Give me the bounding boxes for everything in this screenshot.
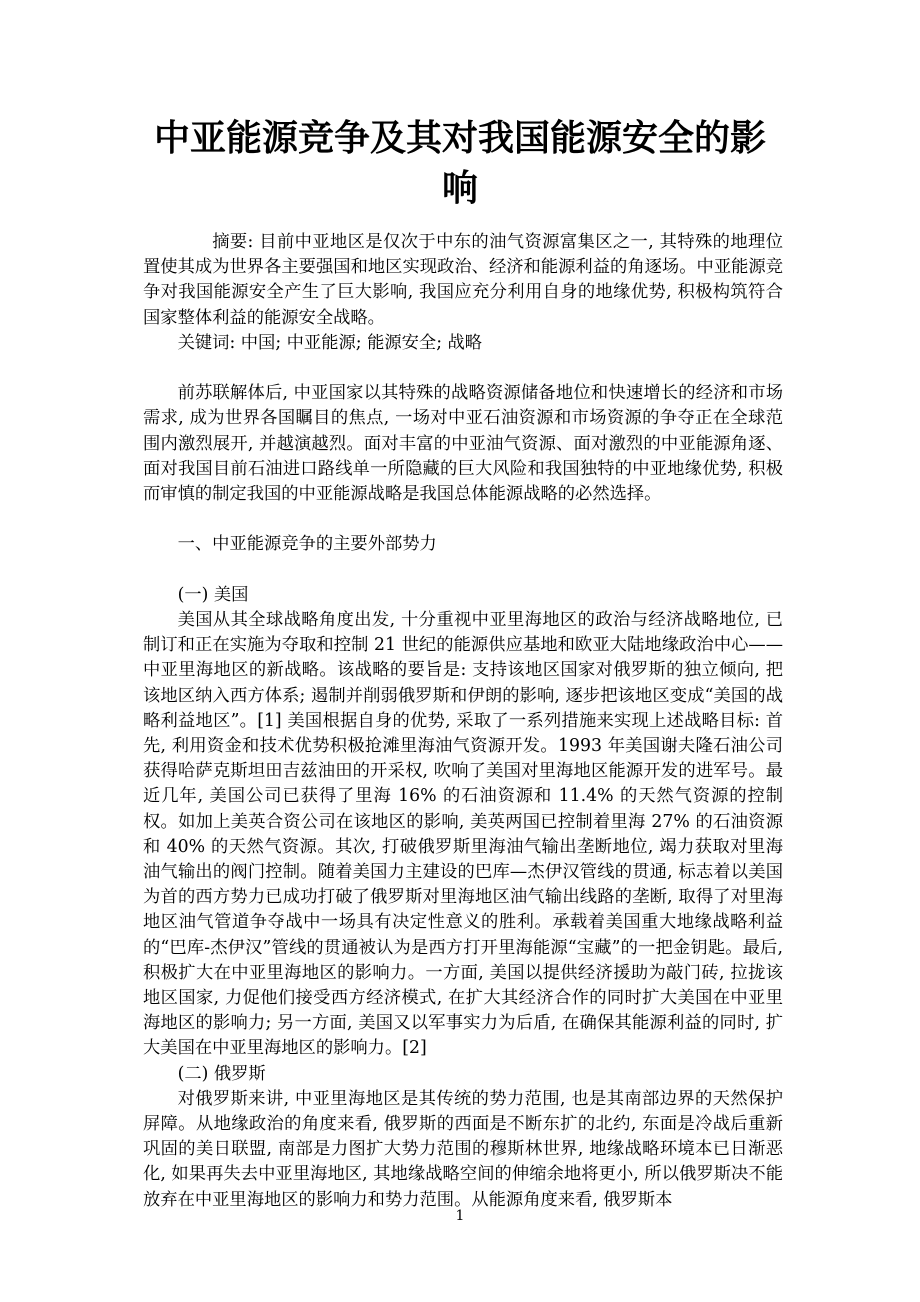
document-body	[143, 230, 783, 1213]
keywords-line: 关键词: 中国; 中亚能源; 能源安全; 战略	[177, 332, 483, 353]
abstract-paragraph: 摘要: 目前中亚地区是仅次于中东的油气资源富集区之一, 其特殊的地理位置使其成为世界各主要强国和地区实现政治、经济和能源利益的角逐场。中亚能源竞争对我国能源安全产生了巨大影响, 我国应充分利用自身的地缘优势, 积极构筑符合国家整体利益的能源安全战略。	[143, 232, 783, 328]
subsection-heading-usa: (一) 美国	[177, 584, 249, 605]
spacer	[143, 356, 783, 381]
document-title: 中亚能源竞争及其对我国能源安全的影响	[153, 118, 766, 209]
subsection-body-russia: 对俄罗斯来讲, 中亚里海地区是其传统的势力范围, 也是其南部边界的天然保护屏障。从地缘政治的角度来看, 俄罗斯的西面是不断东扩的北约, 东面是冷战后重新巩固的美日联盟, 南部是力图扩大势力范围的穆斯林世界, 地缘战略环境本已日渐恶化, 如果再失去中亚里海地区, 其地缘战略空间的伸缩余地将更小, 所以俄罗斯决不能放弃在中亚里海地区的影响力和势力范围。从能源角度来看, 俄罗斯本	[143, 1088, 783, 1210]
spacer	[143, 507, 783, 532]
page-number: 1	[455, 1208, 465, 1224]
subsection-heading-russia: (二) 俄罗斯	[177, 1063, 266, 1084]
subsection-body-usa: 美国从其全球战略角度出发, 十分重视中亚里海地区的政治与经济战略地位, 已制订和正在实施为夺取和控制 21 世纪的能源供应基地和欧亚大陆地缘政治中心——中亚里海地区的新战略。该战略的要旨是: 支持该地区国家对俄罗斯的独立倾向, 把该地区纳入西方体系; 遏制并削弱俄罗斯和伊朗的影响, 逐步把该地区变成“美国的战略利益地区”。[1] 美国根据自身的优势, 采取了一系列措施来实现上述战略目标: 首先, 利用资金和技术优势积极抢滩里海油气资源开发。1993 年美国谢夫隆石油公司获得哈萨克斯坦田吉兹油田的开采权, 吹响了美国对里海地区能源开发的进军号。最近几年, 美国公司已获得了里海 16% 的石油资源和 11.4% 的天然气资源的控制权。如加上美英合资公司在该地区的影响, 美英两国已控制着里海 27% 的石油资源和 40% 的天然气资源。其次, 打破俄罗斯里海油气输出垄断地位, 竭力获取对里海油气输出的阀门控制。随着美国力主建设的巴库—杰伊汉管线的贯通, 标志着以美国为首的西方势力已成功打破了俄罗斯对里海地区油气输出线路的垄断, 取得了对里海地区油气管道争夺战中一场具有决定性意义的胜利。承载着美国重大地缘战略利益的“巴库-杰伊汉”管线的贯通被认为是西方打开里海能源“宝藏”的一把金钥匙。最后, 积极扩大在中亚里海地区的影响力。一方面, 美国以提供经济援助为敲门砖, 拉拢该地区国家, 力促他们接受西方经济模式, 在扩大其经济合作的同时扩大美国在中亚里海地区的影响力; 另一方面, 美国又以军事实力为后盾, 在确保其能源利益的同时, 扩大美国在中亚里海地区的影响力。[2]	[143, 610, 783, 1059]
spacer	[143, 558, 783, 583]
intro-paragraph: 前苏联解体后, 中亚国家以其特殊的战略资源储备地位和快速增长的经济和市场需求, 成为世界各国瞩目的焦点, 一场对中亚石油资源和市场资源的争夺正在全球范围内激烈展开, 并越演越烈。面对丰富的中亚油气资源、面对激烈的中亚能源角逐、面对我国目前石油进口路线单一所隐藏的巨大风险和我国独特的中亚地缘优势, 积极而审慎的制定我国的中亚能源战略是我国总体能源战略的必然选择。	[143, 383, 783, 505]
section-heading: 一、中亚能源竞争的主要外部势力	[177, 534, 437, 555]
